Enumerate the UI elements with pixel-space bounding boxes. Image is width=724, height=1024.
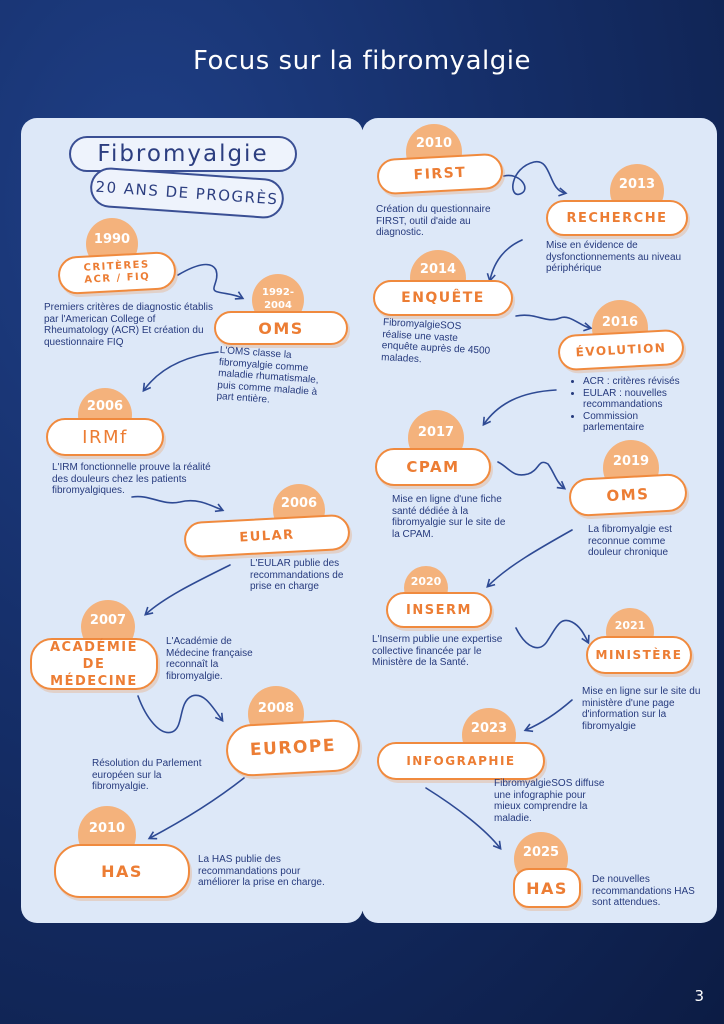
event-label: EULAR bbox=[183, 514, 351, 559]
event-description: Mise en ligne d'une fiche santé dédiée à la fibromyalgie sur le site de la CPAM. bbox=[392, 494, 506, 540]
event-label: CPAM bbox=[375, 448, 491, 486]
page-title: Focus sur la fibromyalgie bbox=[193, 46, 531, 76]
year-badge: 2013 bbox=[610, 164, 664, 218]
year-badge: 2006 bbox=[78, 388, 132, 442]
event-description: Mise en ligne sur le site du ministère d'une page d'information sur la fibromyalgie bbox=[582, 686, 701, 732]
timeline-subtitle: 20 ANS DE PROGRÈS bbox=[89, 166, 285, 219]
event-label: OMS bbox=[568, 473, 688, 517]
event-description bbox=[572, 376, 700, 434]
year-badge: 2023 bbox=[462, 708, 516, 762]
event-label: ACADÉMIE DE MÉDECINE bbox=[30, 638, 158, 690]
event-label: INFOGRAPHIE bbox=[377, 742, 545, 780]
list-item: • Commission parlementaire bbox=[583, 411, 700, 434]
year-badge: 1992-2004 bbox=[252, 274, 304, 326]
event-label: FIRST bbox=[376, 153, 504, 196]
event-label: EUROPE bbox=[225, 719, 362, 778]
year-badge: 2010 bbox=[406, 124, 462, 180]
year-badge: 2021 bbox=[606, 608, 654, 656]
event-description: L'Académie de Médecine française reconnaît la fibromyalgie. bbox=[166, 636, 253, 682]
event-description: L'OMS classe la fibromyalgie comme maladie rhumatismale, puis comme maladie à part entière. bbox=[216, 344, 319, 406]
year-badge: 2025 bbox=[514, 832, 568, 886]
year-badge: 2020 bbox=[404, 566, 448, 610]
year-badge: 2014 bbox=[410, 250, 466, 306]
event-description: La HAS publie des recommandations pour améliorer la prise en charge. bbox=[198, 854, 325, 888]
event-description: Mise en évidence de dysfonctionnements au niveau périphérique bbox=[546, 240, 682, 274]
year-badge: 1990 bbox=[86, 218, 138, 270]
year-badge: 2017 bbox=[408, 410, 464, 466]
event-description: FibromyalgieSOS réalise une vaste enquête auprès de 4500 malades. bbox=[380, 317, 491, 365]
event-label: CRITÈRES ACR / FIQ bbox=[57, 251, 177, 295]
event-label: RECHERCHE bbox=[546, 200, 688, 236]
event-label: INSERM bbox=[386, 592, 492, 628]
event-description: Création du questionnaire FIRST, outil d'aide au diagnostic. bbox=[376, 204, 491, 238]
year-badge: 2007 bbox=[81, 600, 135, 654]
year-badge: 2019 bbox=[603, 440, 659, 496]
event-description: La fibromyalgie est reconnue comme douleur chronique bbox=[588, 524, 672, 558]
year-badge: 2016 bbox=[592, 300, 648, 356]
year-badge: 2010 bbox=[78, 806, 136, 864]
event-label: ÉVOLUTION bbox=[557, 329, 685, 372]
timeline-title: Fibromyalgie bbox=[69, 136, 297, 172]
list-item: • EULAR : nouvelles recommandations bbox=[583, 388, 700, 411]
event-label: ENQUÊTE bbox=[373, 280, 513, 316]
event-label: MINISTÈRE bbox=[586, 636, 692, 674]
event-label: IRMf bbox=[46, 418, 164, 456]
page-number: 3 bbox=[694, 987, 704, 1005]
event-label: OMS bbox=[214, 311, 348, 345]
event-description: L'Inserm publie une expertise collective financée par le Ministère de la Santé. bbox=[372, 634, 503, 668]
event-description: Résolution du Parlement européen sur la fibromyalgie. bbox=[92, 758, 202, 792]
event-label: HAS bbox=[513, 868, 581, 908]
event-description: FibromyalgieSOS diffuse une infographie pour mieux comprendre la maladie. bbox=[494, 778, 605, 824]
list-item: • ACR : critères révisés bbox=[583, 376, 700, 388]
event-label: HAS bbox=[54, 844, 190, 898]
event-description: Premiers critères de diagnostic établis par l'American College of Rheumatology (ACR) Et création du questionnaire FIQ bbox=[44, 302, 213, 348]
evolution-list bbox=[572, 376, 700, 434]
event-description: L'EULAR publie des recommandations de prise en charge bbox=[250, 558, 344, 592]
event-description: De nouvelles recommandations HAS sont attendues. bbox=[592, 874, 695, 908]
year-badge: 2006 bbox=[273, 484, 325, 536]
year-badge: 2008 bbox=[248, 686, 304, 742]
event-description: L'IRM fonctionnelle prouve la réalité des douleurs chez les patients fibromyalgiques. bbox=[52, 462, 211, 496]
